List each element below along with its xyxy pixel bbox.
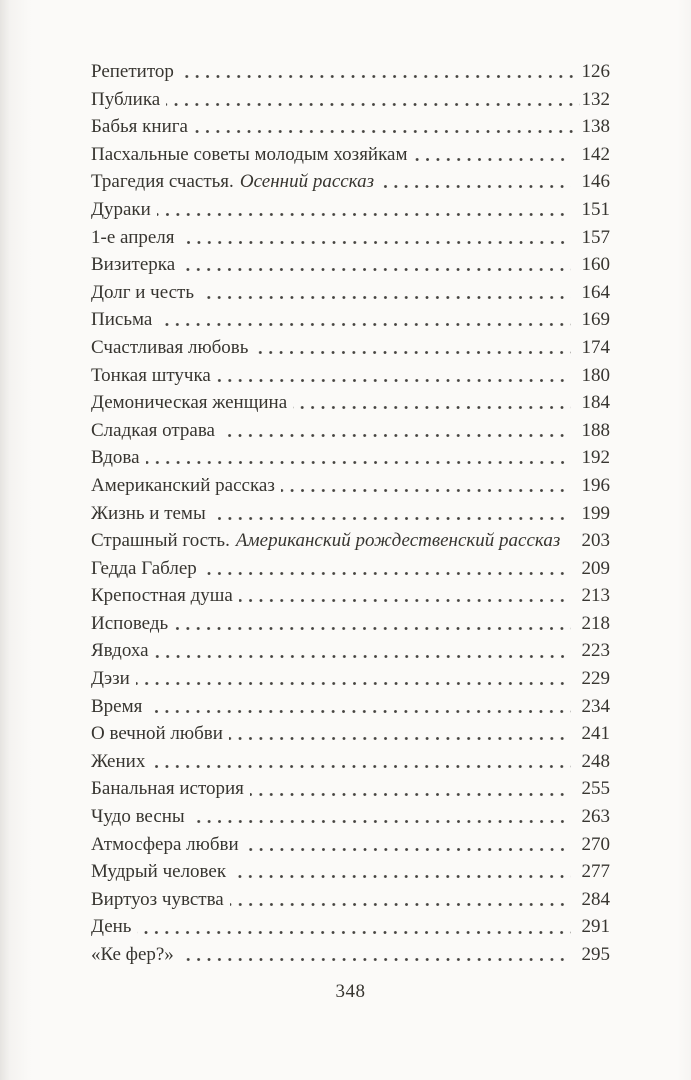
toc-entry-title-text: Репетитор xyxy=(91,61,174,82)
toc-entry-title-text: Жених xyxy=(91,750,146,772)
toc-entry xyxy=(91,500,610,528)
toc-entry-page-number: 248 xyxy=(581,750,610,772)
toc-entry-title-text: Сладкая отрава xyxy=(91,419,215,441)
toc-entry xyxy=(91,693,610,721)
toc-entry-title-text: Банальная история xyxy=(91,778,244,800)
toc-entry xyxy=(91,555,610,583)
toc-entry xyxy=(91,389,610,417)
toc-entry-title xyxy=(91,279,194,307)
toc-entry-title-text: Гедда Габлер xyxy=(91,557,197,579)
toc-entry-title-text: Исповедь xyxy=(91,612,169,634)
toc-entry xyxy=(91,444,610,472)
toc-entry-title xyxy=(91,168,374,196)
toc-entry-title-text: Жизнь и темы xyxy=(91,502,206,524)
toc-entry-title-text: Дураки xyxy=(91,198,151,220)
toc-entry xyxy=(91,913,610,941)
toc-entry-title-text: Вдова xyxy=(91,447,140,469)
toc-entry-page-number: 291 xyxy=(581,916,610,938)
toc-entry-page-number: 157 xyxy=(581,226,610,248)
toc-entry-title xyxy=(91,527,560,555)
toc-entry xyxy=(91,58,610,86)
toc-entry xyxy=(91,279,610,307)
toc-entry-title xyxy=(91,196,151,224)
dot-leader xyxy=(223,720,580,748)
toc-entry-page-number: 255 xyxy=(581,778,610,800)
toc-entry-title xyxy=(91,720,223,748)
toc-entry-title xyxy=(91,334,248,362)
dot-leader xyxy=(149,637,580,665)
dot-leader xyxy=(174,58,580,86)
toc-entry-title xyxy=(91,941,174,969)
toc-entry-title xyxy=(91,362,211,390)
toc-entry-title xyxy=(91,389,287,417)
dot-leader xyxy=(185,803,580,831)
toc-entry-title-text: Явдоха xyxy=(91,640,149,662)
toc-entry-title-text: «Ке фер?» xyxy=(91,944,174,965)
toc-entry-page-number: 164 xyxy=(581,281,610,303)
toc-entry xyxy=(91,748,610,776)
toc-entry xyxy=(91,637,610,665)
toc-entry xyxy=(91,334,610,362)
dot-leader xyxy=(160,86,580,114)
toc-entry-page-number: 169 xyxy=(581,309,610,331)
toc-entry-page-number: 277 xyxy=(581,861,610,883)
toc-entry-title-text: Бабья книга xyxy=(91,116,188,138)
toc-entry-page-number: 184 xyxy=(581,392,610,414)
toc-entry-page-number: 234 xyxy=(581,695,610,717)
toc-entry-subtitle: Американский рождественский рассказ xyxy=(235,530,561,552)
dot-leader xyxy=(175,251,580,279)
toc-entry-title-text: Визитерка xyxy=(91,254,176,276)
dot-leader xyxy=(140,444,580,472)
toc-entry-page-number: 160 xyxy=(581,254,610,276)
toc-entry-title-text: Американский рассказ xyxy=(91,474,275,496)
toc-entry-title-text: Время xyxy=(91,695,143,717)
toc-entry-title-text: Трагедия счастья. xyxy=(91,171,234,193)
toc-entry-title xyxy=(91,417,215,445)
toc-entry xyxy=(91,113,610,141)
toc-entry xyxy=(91,610,610,638)
toc-entry-title xyxy=(91,555,197,583)
dot-leader xyxy=(152,306,580,334)
toc-entry-title-text: Письма xyxy=(91,309,153,331)
toc-entry-page-number: 146 xyxy=(581,171,610,193)
toc-entry xyxy=(91,941,610,969)
toc-entry-title xyxy=(91,858,226,886)
toc-entry-title xyxy=(91,251,175,279)
toc-entry-page-number: 209 xyxy=(581,557,610,579)
toc-entry-title-text: Публика xyxy=(91,88,161,110)
toc-entry-page-number: 284 xyxy=(581,888,610,910)
toc-entry-title-text: Мудрый человек xyxy=(91,861,227,883)
toc-entry-page-number: 295 xyxy=(581,944,610,965)
dot-leader xyxy=(174,941,580,969)
toc-entry-title xyxy=(91,803,185,831)
toc-entry-title xyxy=(91,113,188,141)
dot-leader xyxy=(408,141,581,169)
toc-entry-title xyxy=(91,665,130,693)
toc-entry xyxy=(91,417,610,445)
dot-leader xyxy=(194,279,580,307)
toc-entry-page-number: 132 xyxy=(581,88,610,110)
toc-entry-title xyxy=(91,775,244,803)
toc-entry-title-text: Атмосфера любви xyxy=(91,833,239,855)
dot-leader xyxy=(374,168,580,196)
toc-entry xyxy=(91,306,610,334)
toc-entry-title-text: Пасхальные советы молодым хозяйкам xyxy=(91,143,408,165)
toc-entry xyxy=(91,831,610,859)
toc-entry-title-text: Крепостная душа xyxy=(91,585,233,607)
toc-entry-title xyxy=(91,306,152,334)
dot-leader xyxy=(215,417,580,445)
dot-leader xyxy=(175,224,580,252)
dot-leader xyxy=(151,196,580,224)
dot-leader xyxy=(145,748,580,776)
dot-leader xyxy=(142,693,580,721)
toc-entry-page-number: 199 xyxy=(581,502,610,524)
toc-entry xyxy=(91,224,610,252)
toc-entry-title xyxy=(91,224,175,252)
toc-entry-page-number: 151 xyxy=(581,198,610,220)
toc-entry xyxy=(91,196,610,224)
toc-entry xyxy=(91,86,610,114)
toc-entry-title-text: Виртуоз чувства xyxy=(91,888,224,910)
dot-leader xyxy=(287,389,580,417)
dot-leader xyxy=(226,858,580,886)
toc-entry-title xyxy=(91,141,408,169)
toc-entry-title xyxy=(91,444,140,472)
toc-entry-title xyxy=(91,610,168,638)
toc-entry xyxy=(91,803,610,831)
toc-entry-page-number: 188 xyxy=(581,419,610,441)
toc-entry xyxy=(91,720,610,748)
toc-entry xyxy=(91,775,610,803)
folio-page-number: 348 xyxy=(335,981,366,1002)
toc-entry-title xyxy=(91,86,160,114)
toc-entry xyxy=(91,858,610,886)
toc-entry xyxy=(91,582,610,610)
toc-entry-page-number: 263 xyxy=(581,806,610,828)
dot-leader xyxy=(131,913,580,941)
toc-entry xyxy=(91,141,610,169)
dot-leader xyxy=(560,527,580,555)
toc-entry-title xyxy=(91,58,174,86)
dot-leader xyxy=(130,665,580,693)
toc-entry-title-text: Демоническая женщина xyxy=(91,392,288,414)
toc-entry-title-text: Чудо весны xyxy=(91,806,185,828)
dot-leader xyxy=(197,555,580,583)
toc-entry-title xyxy=(91,500,206,528)
toc-entry xyxy=(91,472,610,500)
toc-entry-page-number: 138 xyxy=(581,116,610,138)
dot-leader xyxy=(244,775,580,803)
toc-entry-page-number: 126 xyxy=(581,61,610,82)
toc-entry xyxy=(91,665,610,693)
toc-entry-page-number: 203 xyxy=(581,530,610,552)
toc-entry-title xyxy=(91,582,233,610)
toc-entry xyxy=(91,362,610,390)
toc-entry-page-number: 213 xyxy=(581,585,610,607)
toc-entry-title-text: День xyxy=(91,916,132,938)
dot-leader xyxy=(239,831,580,859)
toc-entry-title-text: Дэзи xyxy=(91,668,130,690)
toc-entry-title-text: Долг и честь xyxy=(91,281,195,303)
toc-entry-title xyxy=(91,637,149,665)
toc-entry-title xyxy=(91,472,275,500)
toc-entry xyxy=(91,168,610,196)
toc-entry-title-text: О вечной любви xyxy=(91,723,223,745)
dot-leader xyxy=(224,886,580,914)
toc-entry-title-text: 1-е апреля xyxy=(91,226,175,248)
table-of-contents xyxy=(91,58,610,969)
toc-entry-page-number: 196 xyxy=(581,474,610,496)
toc-entry-subtitle: Осенний рассказ xyxy=(239,171,375,193)
dot-leader xyxy=(275,472,580,500)
toc-entry xyxy=(91,251,610,279)
toc-entry-page-number: 241 xyxy=(581,723,610,745)
toc-entry-title xyxy=(91,831,239,859)
toc-entry-page-number: 174 xyxy=(581,336,610,358)
toc-entry-page-number: 270 xyxy=(581,833,610,855)
toc-entry-title xyxy=(91,693,142,721)
toc-entry-page-number: 223 xyxy=(581,640,610,662)
toc-entry-title xyxy=(91,913,131,941)
dot-leader xyxy=(206,500,580,528)
toc-entry-title xyxy=(91,886,224,914)
toc-entry-page-number: 142 xyxy=(581,143,610,165)
dot-leader xyxy=(248,334,580,362)
toc-entry-title-text: Тонкая штучка xyxy=(91,364,211,386)
toc-entry-title-text: Страшный гость. xyxy=(91,530,230,552)
dot-leader xyxy=(233,582,580,610)
toc-entry xyxy=(91,886,610,914)
dot-leader xyxy=(211,362,580,390)
toc-entry-page-number: 180 xyxy=(581,364,610,386)
dot-leader xyxy=(188,113,580,141)
dot-leader xyxy=(168,610,580,638)
toc-entry xyxy=(91,527,610,555)
toc-entry-title xyxy=(91,748,145,776)
toc-entry-page-number: 218 xyxy=(581,612,610,634)
toc-entry-page-number: 229 xyxy=(581,668,610,690)
toc-entry-page-number: 192 xyxy=(581,447,610,469)
toc-entry-title-text: Счастливая любовь xyxy=(91,336,249,358)
